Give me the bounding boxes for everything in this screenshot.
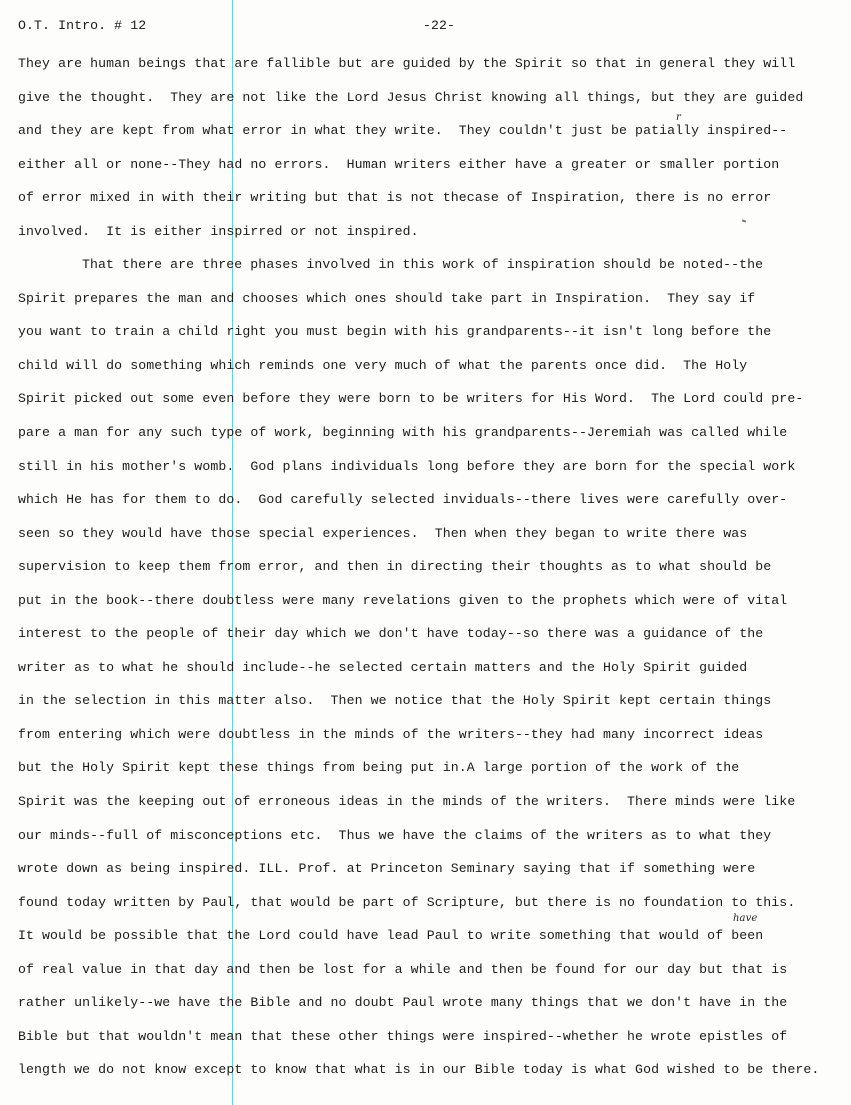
text-line-27: It would be possible that the Lord could have lead Paul to write something that would of been	[18, 928, 764, 944]
text-line-22: but the Holy Spirit kept these things from being put in.A large portion of the work of the	[18, 760, 740, 776]
text-line-20: in the selection in this matter also. Then we notice that the Holy Spirit kept certain things	[18, 693, 772, 709]
page-number: -22-	[423, 18, 456, 33]
text-line-30: Bible but that wouldn't mean that these other things were inspired--whether he wrote epistles of	[18, 1028, 788, 1044]
body-text	[18, 52, 848, 1092]
text-line-11: Spirit picked out some even before they were born to be writers for His Word. The Lord could pre-	[18, 391, 804, 407]
text-line-25: wrote down as being inspired. ILL. Prof. at Princeton Seminary saying that if something were	[18, 861, 756, 877]
text-line-28: of real value in that day and then be lost for a while and then be found for our day but that is	[18, 961, 788, 977]
text-line-18: interest to the people of their day which we don't have today--so there was a guidance of the	[18, 626, 764, 642]
text-line-4: either all or none--They had no errors. Human writers either have a greater or smaller portion	[18, 156, 780, 172]
text-line-23: Spirit was the keeping out of erroneous ideas in the minds of the writers. There minds were like	[18, 794, 796, 810]
text-line-7: That there are three phases involved in this work of inspiration should be noted--the	[82, 257, 764, 273]
page-header	[18, 18, 833, 38]
handwritten-correction-have: have	[733, 913, 758, 924]
text-line-9: you want to train a child right you must begin with his grandparents--it isn't long before the	[18, 324, 772, 340]
text-line-3: and they are kept from what error in what they write. They couldn't just be patially inspired--	[18, 123, 788, 139]
handwritten-correction-r: r	[676, 112, 681, 123]
text-line-6: involved. It is either inspirred or not inspired.	[18, 223, 419, 239]
text-line-24: our minds--full of misconceptions etc. Thus we have the claims of the writers as to what they	[18, 827, 772, 843]
text-line-14: which He has for them to do. God carefully selected inviduals--there lives were carefully over-	[18, 492, 788, 508]
text-line-2: give the thought. They are not like the Lord Jesus Christ knowing all things, but they are guided	[18, 89, 804, 105]
text-line-29: rather unlikely--we have the Bible and no doubt Paul wrote many things that we don't have in the	[18, 995, 788, 1011]
text-line-5: of error mixed in with their writing but that is not thecase of Inspiration, there is no error	[18, 190, 772, 206]
text-line-10: child will do something which reminds one very much of what the parents once did. The Holy	[18, 357, 748, 373]
text-line-13: still in his mother's womb. God plans individuals long before they are born for the special work	[18, 458, 796, 474]
text-line-21: from entering which were doubtless in the minds of the writers--they had many incorrect ideas	[18, 726, 764, 742]
text-line-12: pare a man for any such type of work, beginning with his grandparents--Jeremiah was called while	[18, 425, 788, 441]
text-line-19: writer as to what he should include--he selected certain matters and the Holy Spirit guided	[18, 659, 748, 675]
text-line-26: found today written by Paul, that would be part of Scripture, but there is no foundation to this.	[18, 894, 796, 910]
text-line-31: length we do not know except to know that what is in our Bible today is what God wished to be there.	[18, 1062, 820, 1078]
text-line-15: seen so they would have those special experiences. Then when they began to write there was	[18, 525, 748, 541]
course-label: O.T. Intro. # 12	[18, 18, 147, 33]
text-line-16: supervision to keep them from error, and then in directing their thoughts as to what should be	[18, 559, 772, 575]
text-line-17: put in the book--there doubtless were many revelations given to the prophets which were of vital	[18, 592, 788, 608]
text-line-1: They are human beings that are fallible but are guided by the Spirit so that in general they will	[18, 56, 796, 71]
text-line-8: Spirit prepares the man and chooses which ones should take part in Inspiration. They say if	[18, 290, 756, 306]
